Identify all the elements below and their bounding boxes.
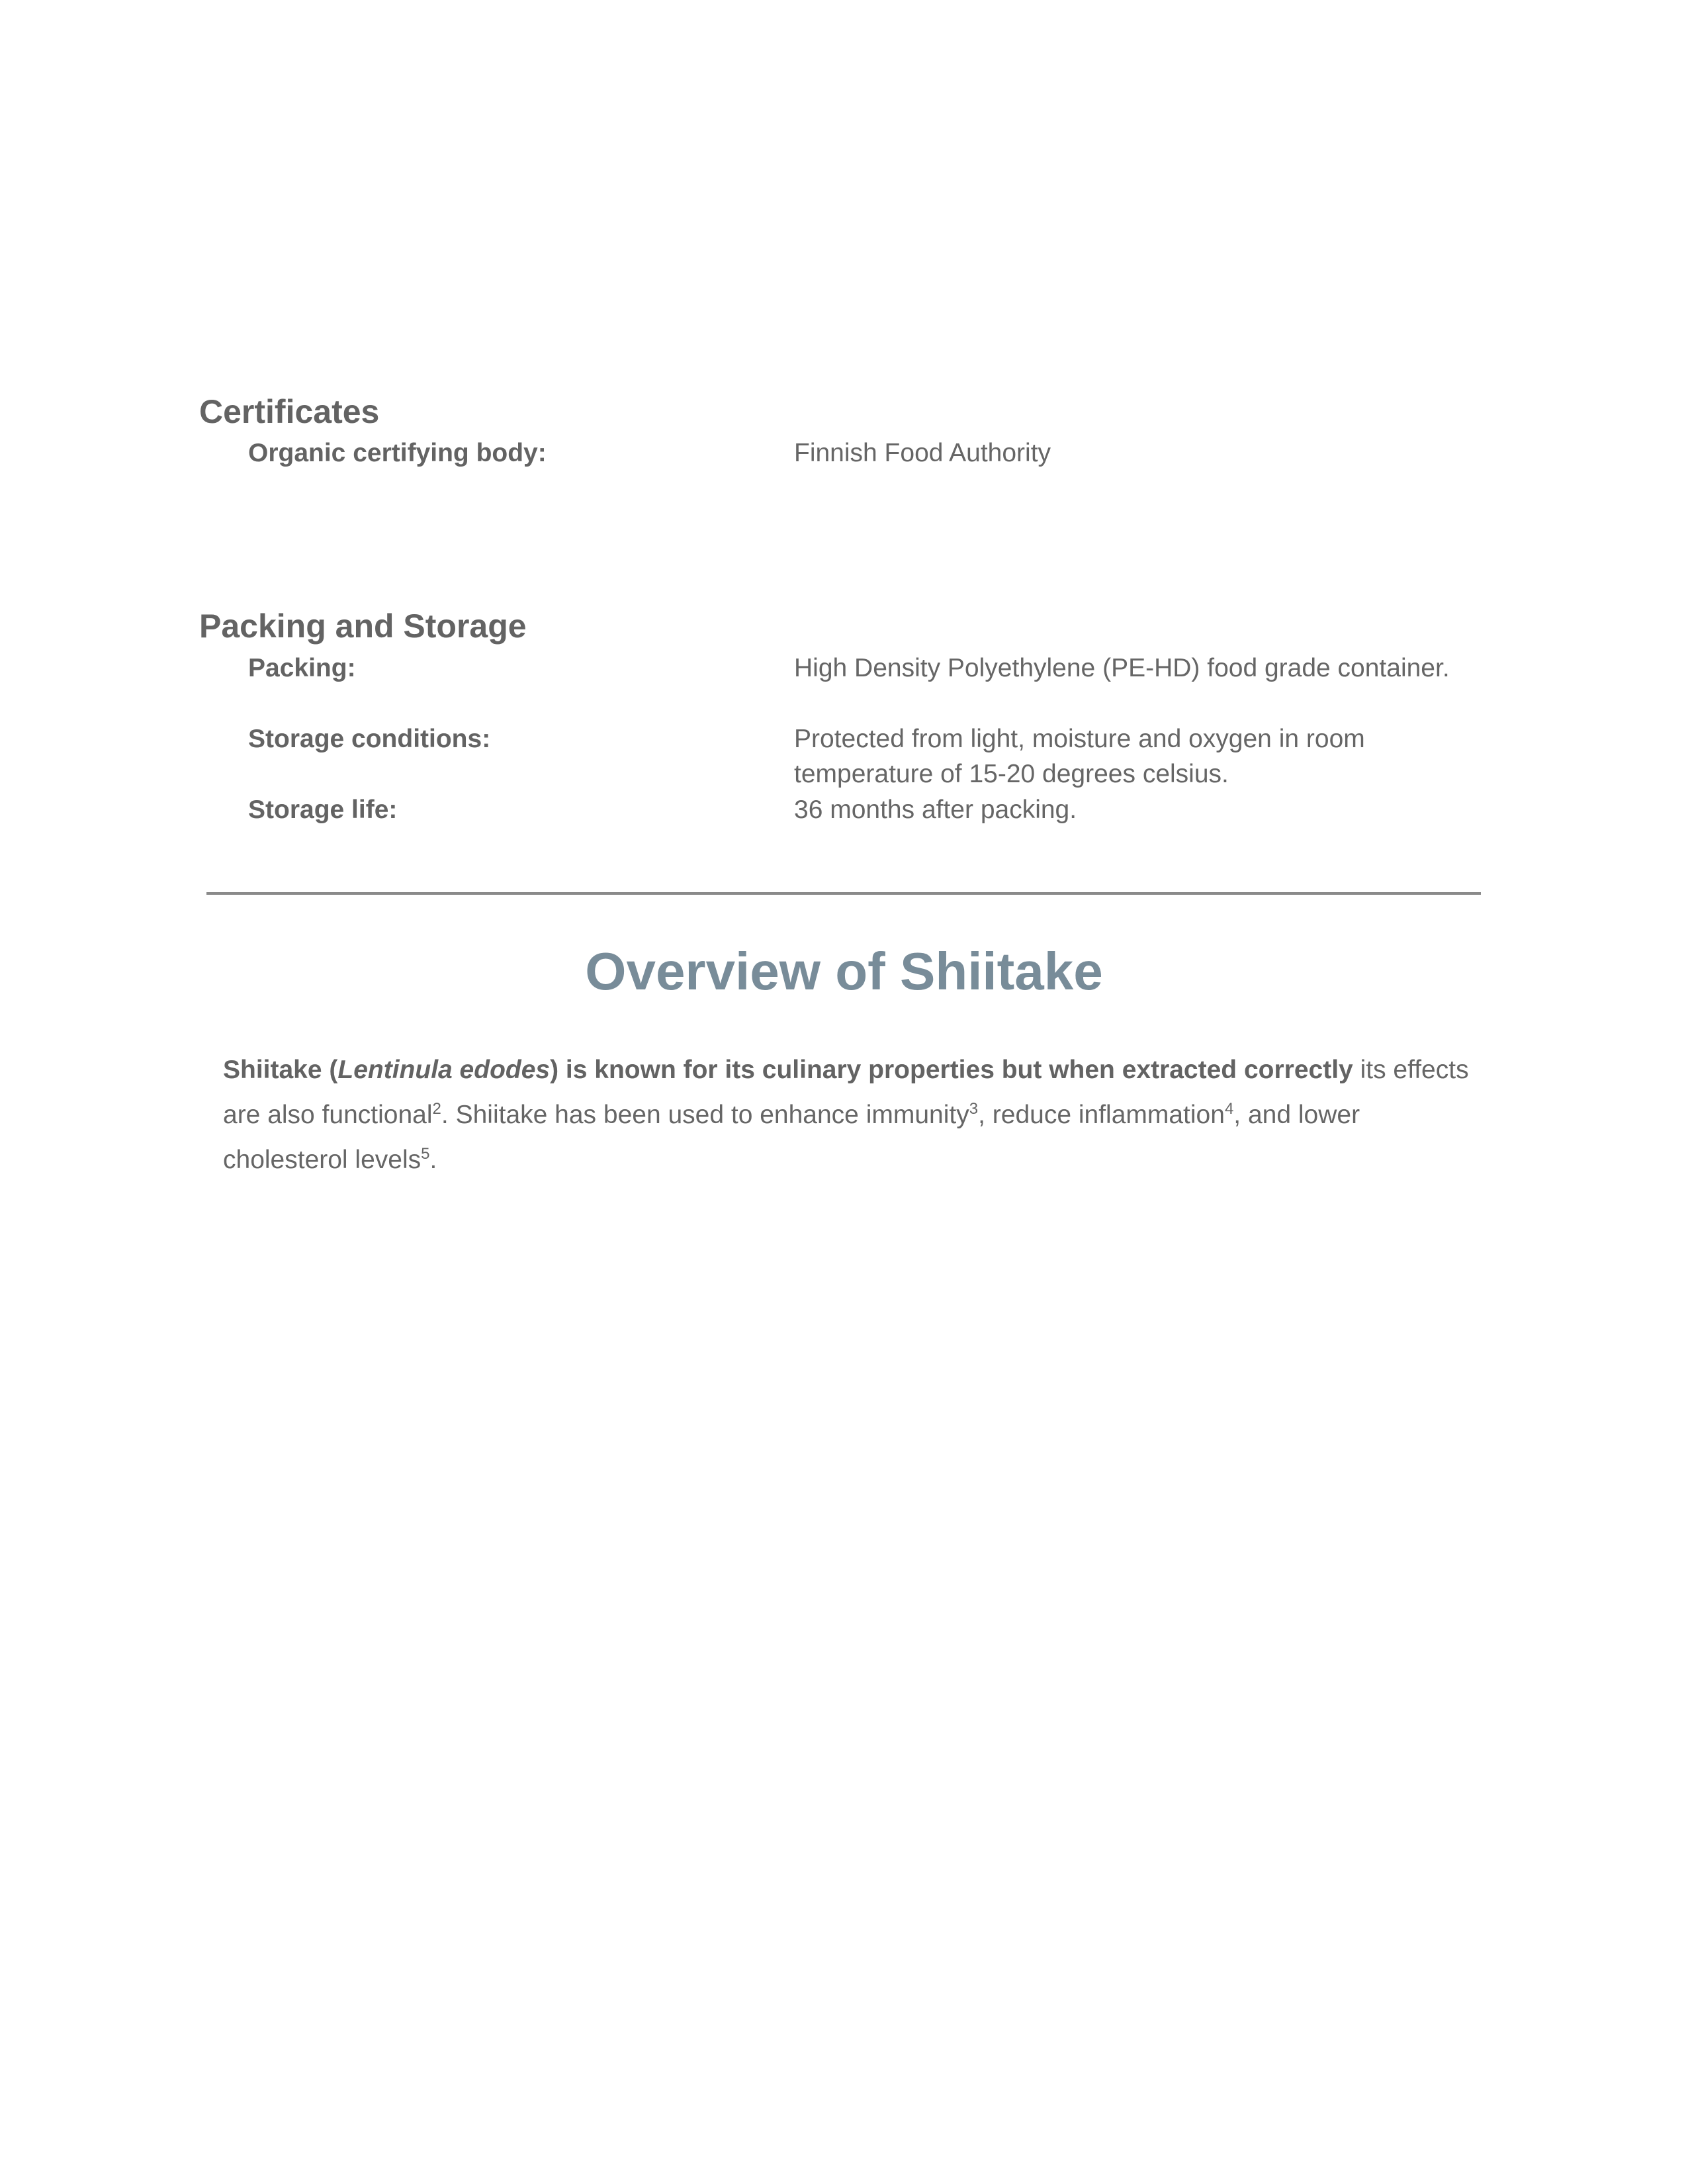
storage-life-label: Storage life: [248,796,398,824]
overview-text-1: its effects are also functional [223,1056,1469,1129]
packing-storage-heading: Packing and Storage [199,608,527,645]
storage-conditions-label: Storage conditions: [248,725,491,753]
packing-label: Packing: [248,654,356,682]
section-divider [206,892,1481,895]
latin-name: Lentinula edodes [337,1056,551,1084]
storage-life-value: 36 months after packing. [794,796,1077,824]
certificates-heading: Certificates [199,393,380,430]
overview-title: Overview of Shiitake [585,942,1103,1001]
overview-text-3: , reduce inflammation [978,1101,1225,1129]
overview-text-2: . Shiitake has been used to enhance immunity [441,1101,969,1129]
overview-bold-intro-end: ) is known for its culinary properties but when extracted correctly [550,1056,1353,1084]
storage-conditions-value: Protected from light, moisture and oxygen in room temperature of 15-20 degrees celsius. [794,725,1365,788]
reference-2: 2 [432,1100,441,1118]
organic-certifying-body-value: Finnish Food Authority [794,439,1051,467]
reference-5: 5 [421,1145,430,1163]
reference-4: 4 [1224,1100,1234,1118]
packing-value: High Density Polyethylene (PE-HD) food grade container. [794,654,1450,682]
reference-3: 3 [969,1100,979,1118]
organic-certifying-body-label: Organic certifying body: [248,439,547,467]
overview-paragraph [223,1048,1487,1183]
overview-text-4: , and lower cholesterol levels [223,1101,1360,1174]
overview-bold-intro-start: Shiitake ( [223,1056,338,1084]
overview-text-5: . [429,1146,437,1174]
